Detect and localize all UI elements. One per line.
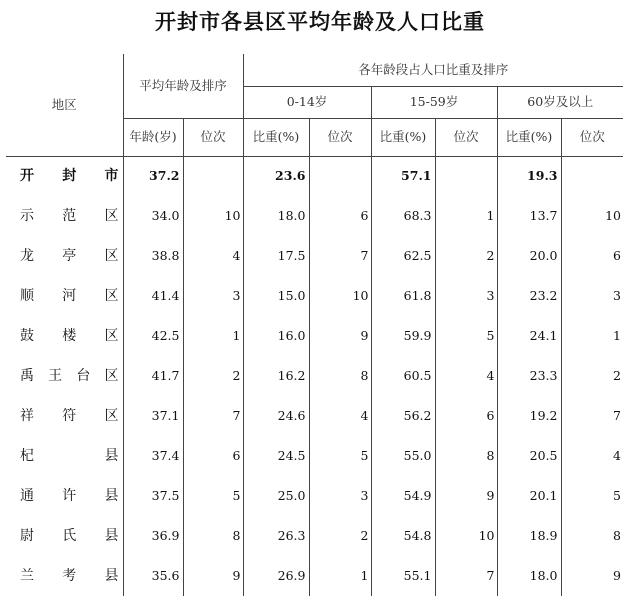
share-60-plus: 18.0	[497, 556, 561, 596]
age-rank: 1	[183, 316, 243, 356]
header-share: 比重(%)	[371, 118, 435, 156]
region-name: 兰考县	[20, 568, 119, 584]
header-avg-age-group: 平均年龄及排序	[123, 54, 243, 118]
share-15-59: 54.8	[371, 516, 435, 556]
rank-0-14: 10	[309, 276, 371, 316]
share-0-14: 23.6	[243, 156, 309, 196]
rank-60-plus: 9	[561, 556, 623, 596]
share-15-59: 60.5	[371, 356, 435, 396]
table-row	[6, 356, 623, 396]
rank-cell	[309, 156, 371, 196]
rank-15-59: 2	[435, 236, 497, 276]
avg-age: 37.1	[123, 396, 183, 436]
region-name: 祥符区	[20, 408, 119, 424]
region-name: 尉氏县	[20, 528, 119, 544]
share-60-plus: 18.9	[497, 516, 561, 556]
header-rank: 位次	[309, 118, 371, 156]
rank-60-plus: 8	[561, 516, 623, 556]
header-rank: 位次	[435, 118, 497, 156]
rank-60-plus: 1	[561, 316, 623, 356]
rank-60-plus: 3	[561, 276, 623, 316]
header-band-15-59: 15-59岁	[371, 86, 497, 118]
table-row	[6, 196, 623, 236]
avg-age: 34.0	[123, 196, 183, 236]
header-share-group: 各年龄段占人口比重及排序	[243, 54, 623, 86]
avg-age: 35.6	[123, 556, 183, 596]
age-rank: 10	[183, 196, 243, 236]
header-row-1	[6, 54, 623, 86]
rank-15-59: 7	[435, 556, 497, 596]
share-15-59: 54.9	[371, 476, 435, 516]
share-15-59: 57.1	[371, 156, 435, 196]
rank-60-plus: 6	[561, 236, 623, 276]
share-15-59: 55.0	[371, 436, 435, 476]
avg-age: 41.7	[123, 356, 183, 396]
age-rank: 7	[183, 396, 243, 436]
share-15-59: 59.9	[371, 316, 435, 356]
table-row	[6, 476, 623, 516]
rank-0-14: 2	[309, 516, 371, 556]
share-60-plus: 24.1	[497, 316, 561, 356]
region-name: 顺河区	[20, 288, 119, 304]
header-share: 比重(%)	[497, 118, 561, 156]
avg-age: 42.5	[123, 316, 183, 356]
avg-age: 37.4	[123, 436, 183, 476]
rank-cell	[561, 156, 623, 196]
rank-0-14: 7	[309, 236, 371, 276]
page-title: 开封市各县区平均年龄及人口比重	[155, 9, 485, 34]
rank-60-plus: 4	[561, 436, 623, 476]
header-share: 比重(%)	[243, 118, 309, 156]
share-0-14: 18.0	[243, 196, 309, 236]
region-name: 杞县	[20, 448, 119, 464]
share-15-59: 62.5	[371, 236, 435, 276]
rank-15-59: 8	[435, 436, 497, 476]
table-row	[6, 236, 623, 276]
rank-0-14: 3	[309, 476, 371, 516]
share-15-59: 68.3	[371, 196, 435, 236]
share-60-plus: 23.2	[497, 276, 561, 316]
population-table	[6, 54, 623, 596]
avg-age: 37.2	[123, 156, 183, 196]
age-rank: 6	[183, 436, 243, 476]
avg-age: 38.8	[123, 236, 183, 276]
share-60-plus: 20.0	[497, 236, 561, 276]
header-region: 地区	[6, 54, 123, 156]
region-name: 鼓楼区	[20, 328, 119, 344]
rank-15-59: 6	[435, 396, 497, 436]
share-0-14: 25.0	[243, 476, 309, 516]
table-row-total	[6, 156, 623, 196]
region-name: 禹王台区	[20, 368, 119, 384]
rank-cell	[435, 156, 497, 196]
share-0-14: 24.6	[243, 396, 309, 436]
avg-age: 37.5	[123, 476, 183, 516]
header-band-60-plus: 60岁及以上	[497, 86, 623, 118]
share-0-14: 17.5	[243, 236, 309, 276]
rank-15-59: 4	[435, 356, 497, 396]
rank-15-59: 3	[435, 276, 497, 316]
age-rank: 8	[183, 516, 243, 556]
rank-60-plus: 2	[561, 356, 623, 396]
rank-0-14: 8	[309, 356, 371, 396]
age-rank: 2	[183, 356, 243, 396]
region-name: 龙亭区	[20, 248, 119, 264]
rank-0-14: 6	[309, 196, 371, 236]
share-0-14: 24.5	[243, 436, 309, 476]
share-0-14: 16.0	[243, 316, 309, 356]
rank-0-14: 4	[309, 396, 371, 436]
rank-cell	[183, 156, 243, 196]
table-row	[6, 556, 623, 596]
share-15-59: 61.8	[371, 276, 435, 316]
table-row	[6, 516, 623, 556]
rank-60-plus: 10	[561, 196, 623, 236]
share-60-plus: 20.5	[497, 436, 561, 476]
table-row	[6, 316, 623, 356]
header-rank: 位次	[183, 118, 243, 156]
share-60-plus: 13.7	[497, 196, 561, 236]
rank-0-14: 1	[309, 556, 371, 596]
share-60-plus: 19.2	[497, 396, 561, 436]
share-60-plus: 20.1	[497, 476, 561, 516]
rank-60-plus: 5	[561, 476, 623, 516]
table-row	[6, 396, 623, 436]
header-band-0-14: 0-14岁	[243, 86, 371, 118]
region-name: 通许县	[20, 488, 119, 504]
share-0-14: 26.9	[243, 556, 309, 596]
rank-0-14: 5	[309, 436, 371, 476]
table-row	[6, 276, 623, 316]
share-0-14: 15.0	[243, 276, 309, 316]
rank-15-59: 9	[435, 476, 497, 516]
rank-15-59: 10	[435, 516, 497, 556]
rank-60-plus: 7	[561, 396, 623, 436]
share-0-14: 16.2	[243, 356, 309, 396]
table-row	[6, 436, 623, 476]
rank-15-59: 1	[435, 196, 497, 236]
rank-15-59: 5	[435, 316, 497, 356]
avg-age: 41.4	[123, 276, 183, 316]
share-60-plus: 19.3	[497, 156, 561, 196]
rank-0-14: 9	[309, 316, 371, 356]
share-0-14: 26.3	[243, 516, 309, 556]
avg-age: 36.9	[123, 516, 183, 556]
age-rank: 5	[183, 476, 243, 516]
age-rank: 9	[183, 556, 243, 596]
age-rank: 3	[183, 276, 243, 316]
header-rank: 位次	[561, 118, 623, 156]
share-15-59: 55.1	[371, 556, 435, 596]
share-15-59: 56.2	[371, 396, 435, 436]
region-name: 开封市	[6, 156, 123, 196]
share-60-plus: 23.3	[497, 356, 561, 396]
region-name: 示范区	[20, 208, 119, 224]
header-age: 年龄(岁)	[123, 118, 183, 156]
age-rank: 4	[183, 236, 243, 276]
